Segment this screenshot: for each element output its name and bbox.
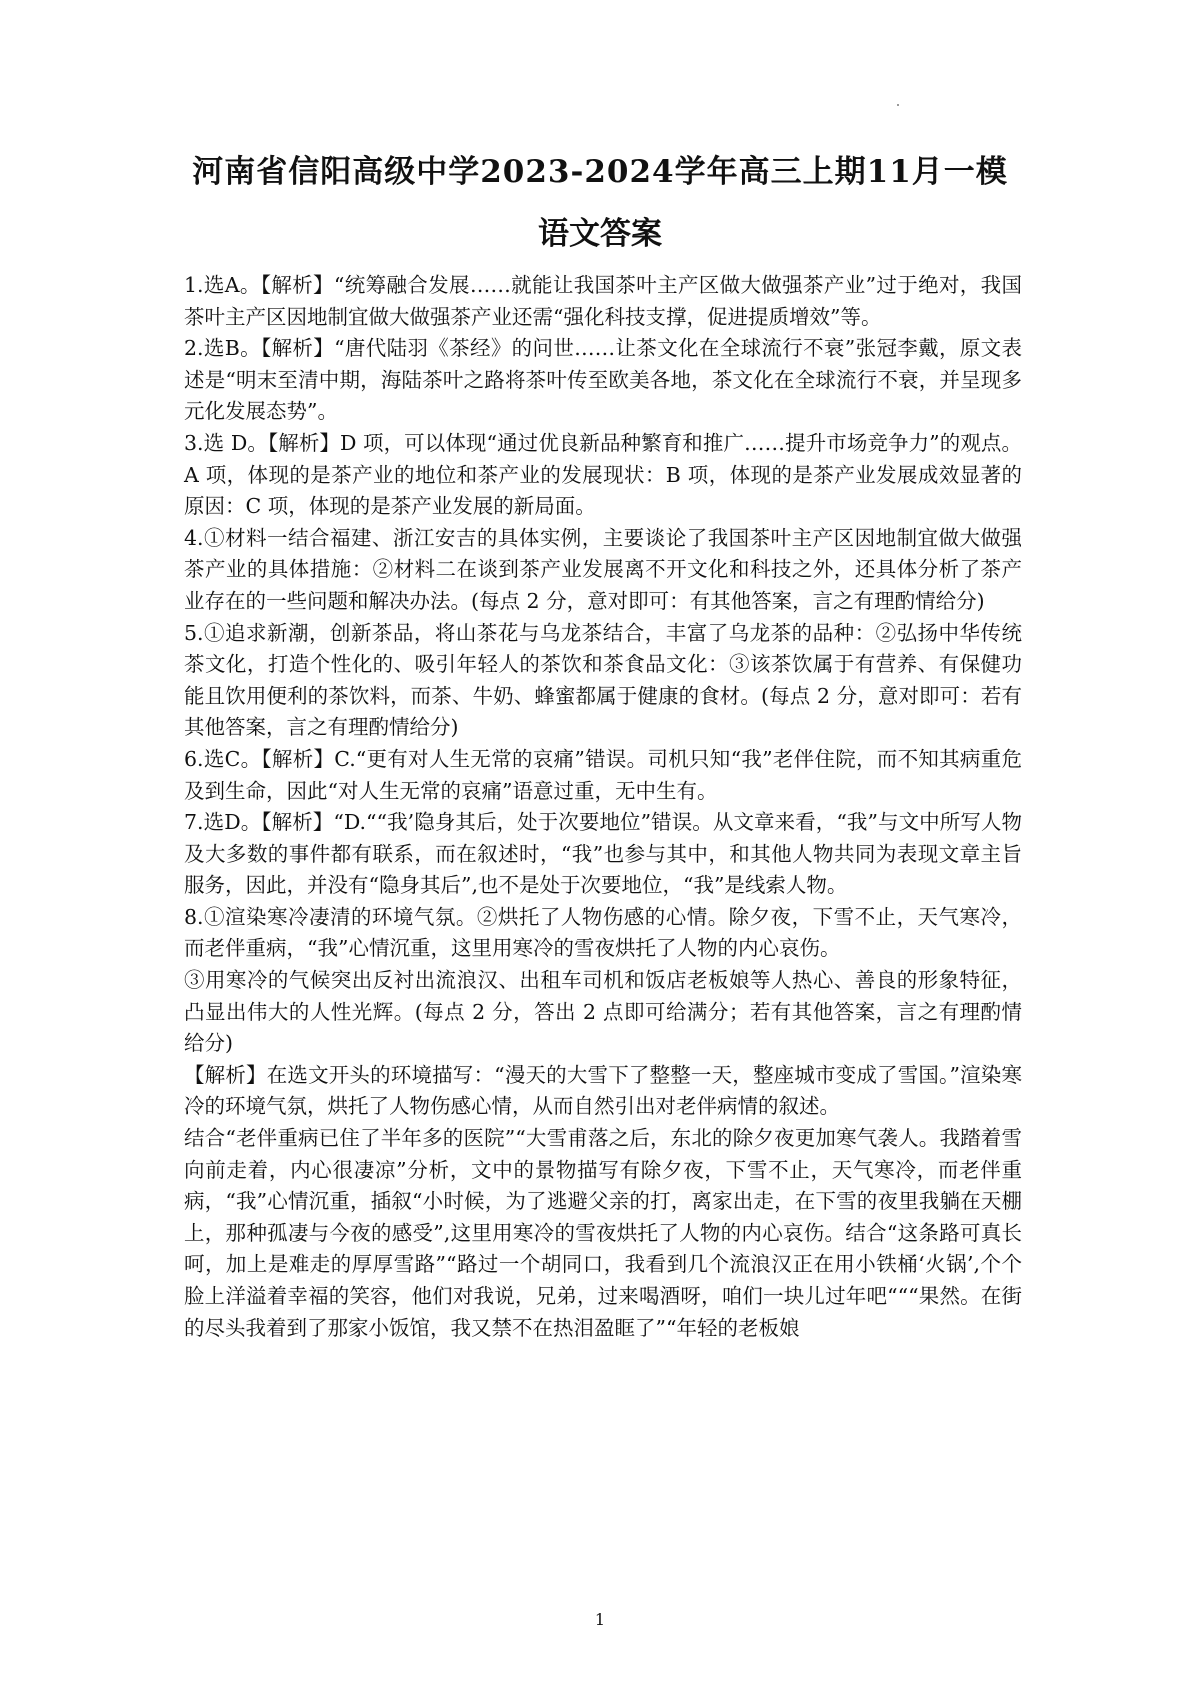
answer-paragraph-8: 8.①渲染寒冷凄清的环境气氛。②烘托了人物伤感的心情。除夕夜，下雪不止，天气寒冷，而老伴重病，“我”心情沉重，这里用寒冷的雪夜烘托了人物的内心哀伤。: [184, 904, 1022, 961]
answer-body: [184, 270, 1022, 1344]
answer-paragraph-1: 1.选A。【解析】“统筹融合发展……就能让我国茶叶主产区做大做强茶产业”过于绝对，我国茶叶主产区因地制宜做大做强茶产业还需“强化科技支撑，促进提质增效”等。: [184, 273, 1022, 329]
page-number: 1: [594, 1610, 606, 1629]
answer-paragraph-8-continued: ③用寒冷的气候突出反衬出流浪汉、出租车司机和饭店老板娘等人热心、善良的形象特征，凸显出伟大的人性光辉。(每点 2 分，答出 2 点即可给满分；若有其他答案，言之有理酌情给分): [184, 968, 1022, 1056]
analysis-paragraph-2: 结合“老伴重病已住了半年多的医院”“大雪甫落之后，东北的除夕夜更加寒气袭人。我踏着雪向前走着，内心很凄凉”分析，文中的景物描写有除夕夜，下雪不止，天气寒冷，而老伴重病，“我”心情沉重，插叙“小时候，为了逃避父亲的打，离家出走，在下雪的夜里我躺在天棚上，那种孤凄与今夜的感受”,这里用寒冷的雪夜烘托了人物的内心哀伤。结合“这条路可真长呵，加上是难走的厚厚雪路”“路过一个胡同口，我看到几个流浪汉正在用小铁桶‘火锅’,个个脸上洋溢着幸福的笑容，他们对我说，兄弟，过来喝酒呀，咱们一块儿过年吧“““果然。在街的尽头我着到了那家小饭馆，我又禁不在热泪盈眶了”“年轻的老板娘: [184, 1126, 1022, 1340]
answer-paragraph-3: 3.选 D。【解析】D 项，可以体现“通过优良新品种繁育和推广……提升市场竞争力”的观点。A 项，体现的是茶产业的地位和茶产业的发展现状：B 项，体现的是茶产业发展成效显著的原因：C 项，体现的是茶产业发展的新局面。: [184, 430, 1022, 519]
scan-speck: [897, 104, 899, 106]
answer-paragraph-5: 5.①追求新潮，创新茶品，将山茶花与乌龙茶结合，丰富了乌龙茶的品种：②弘扬中华传统茶文化，打造个性化的、吸引年轻人的茶饮和茶食品文化：③该茶饮属于有营养、有保健功能且饮用便利的茶饮料，而茶、牛奶、蜂蜜都属于健康的食材。(每点 2 分，意对即可：若有其他答案，言之有理酌情给分): [184, 620, 1022, 740]
answer-paragraph-6: 6.选C。【解析】C.“更有对人生无常的哀痛”错误。司机只知“我”老伴住院，而不知其病重危及到生命，因此“对人生无常的哀痛”语意过重，无中生有。: [184, 746, 1022, 803]
document-subtitle: 语文答案: [538, 216, 662, 252]
answer-paragraph-7: 7.选D。【解析】“D.““我’隐身其后，处于次要地位”错误。从文章来看，“我”与文中所写人物及大多数的事件都有联系，而在叙述时，“我”也参与其中，和其他人物共同为表现文章主旨服务，因此，并没有“隐身其后”,也不是处于次要地位，“我”是线索人物。: [184, 810, 1022, 898]
answer-paragraph-4: 4.①材料一结合福建、浙江安吉的具体实例，主要谈论了我国茶叶主产区因地制宜做大做强茶产业的具体措施：②材料二在谈到茶产业发展离不开文化和科技之外，还具体分析了茶产业存在的一些问题和解决办法。(每点 2 分，意对即可：有其他答案，言之有理酌情给分): [184, 525, 1022, 613]
analysis-paragraph-1: 【解析】在选文开头的环境描写：“漫天的大雪下了整整一天，整座城市变成了雪国。”渲染寒冷的环境气氛，烘托了人物伤感心情，从而自然引出对老伴病情的叙述。: [184, 1062, 1022, 1119]
document-title: 河南省信阳高级中学2023-2024学年高三上期11月一模: [192, 154, 1008, 190]
answer-paragraph-2: 2.选B。【解析】“唐代陆羽《茶经》的问世……让茶文化在全球流行不衰”张冠李戴，原文表述是“明末至清中期，海陆茶叶之路将茶叶传至欧美各地，茶文化在全球流行不衰，并呈现多元化发展态势”。: [184, 336, 1022, 424]
